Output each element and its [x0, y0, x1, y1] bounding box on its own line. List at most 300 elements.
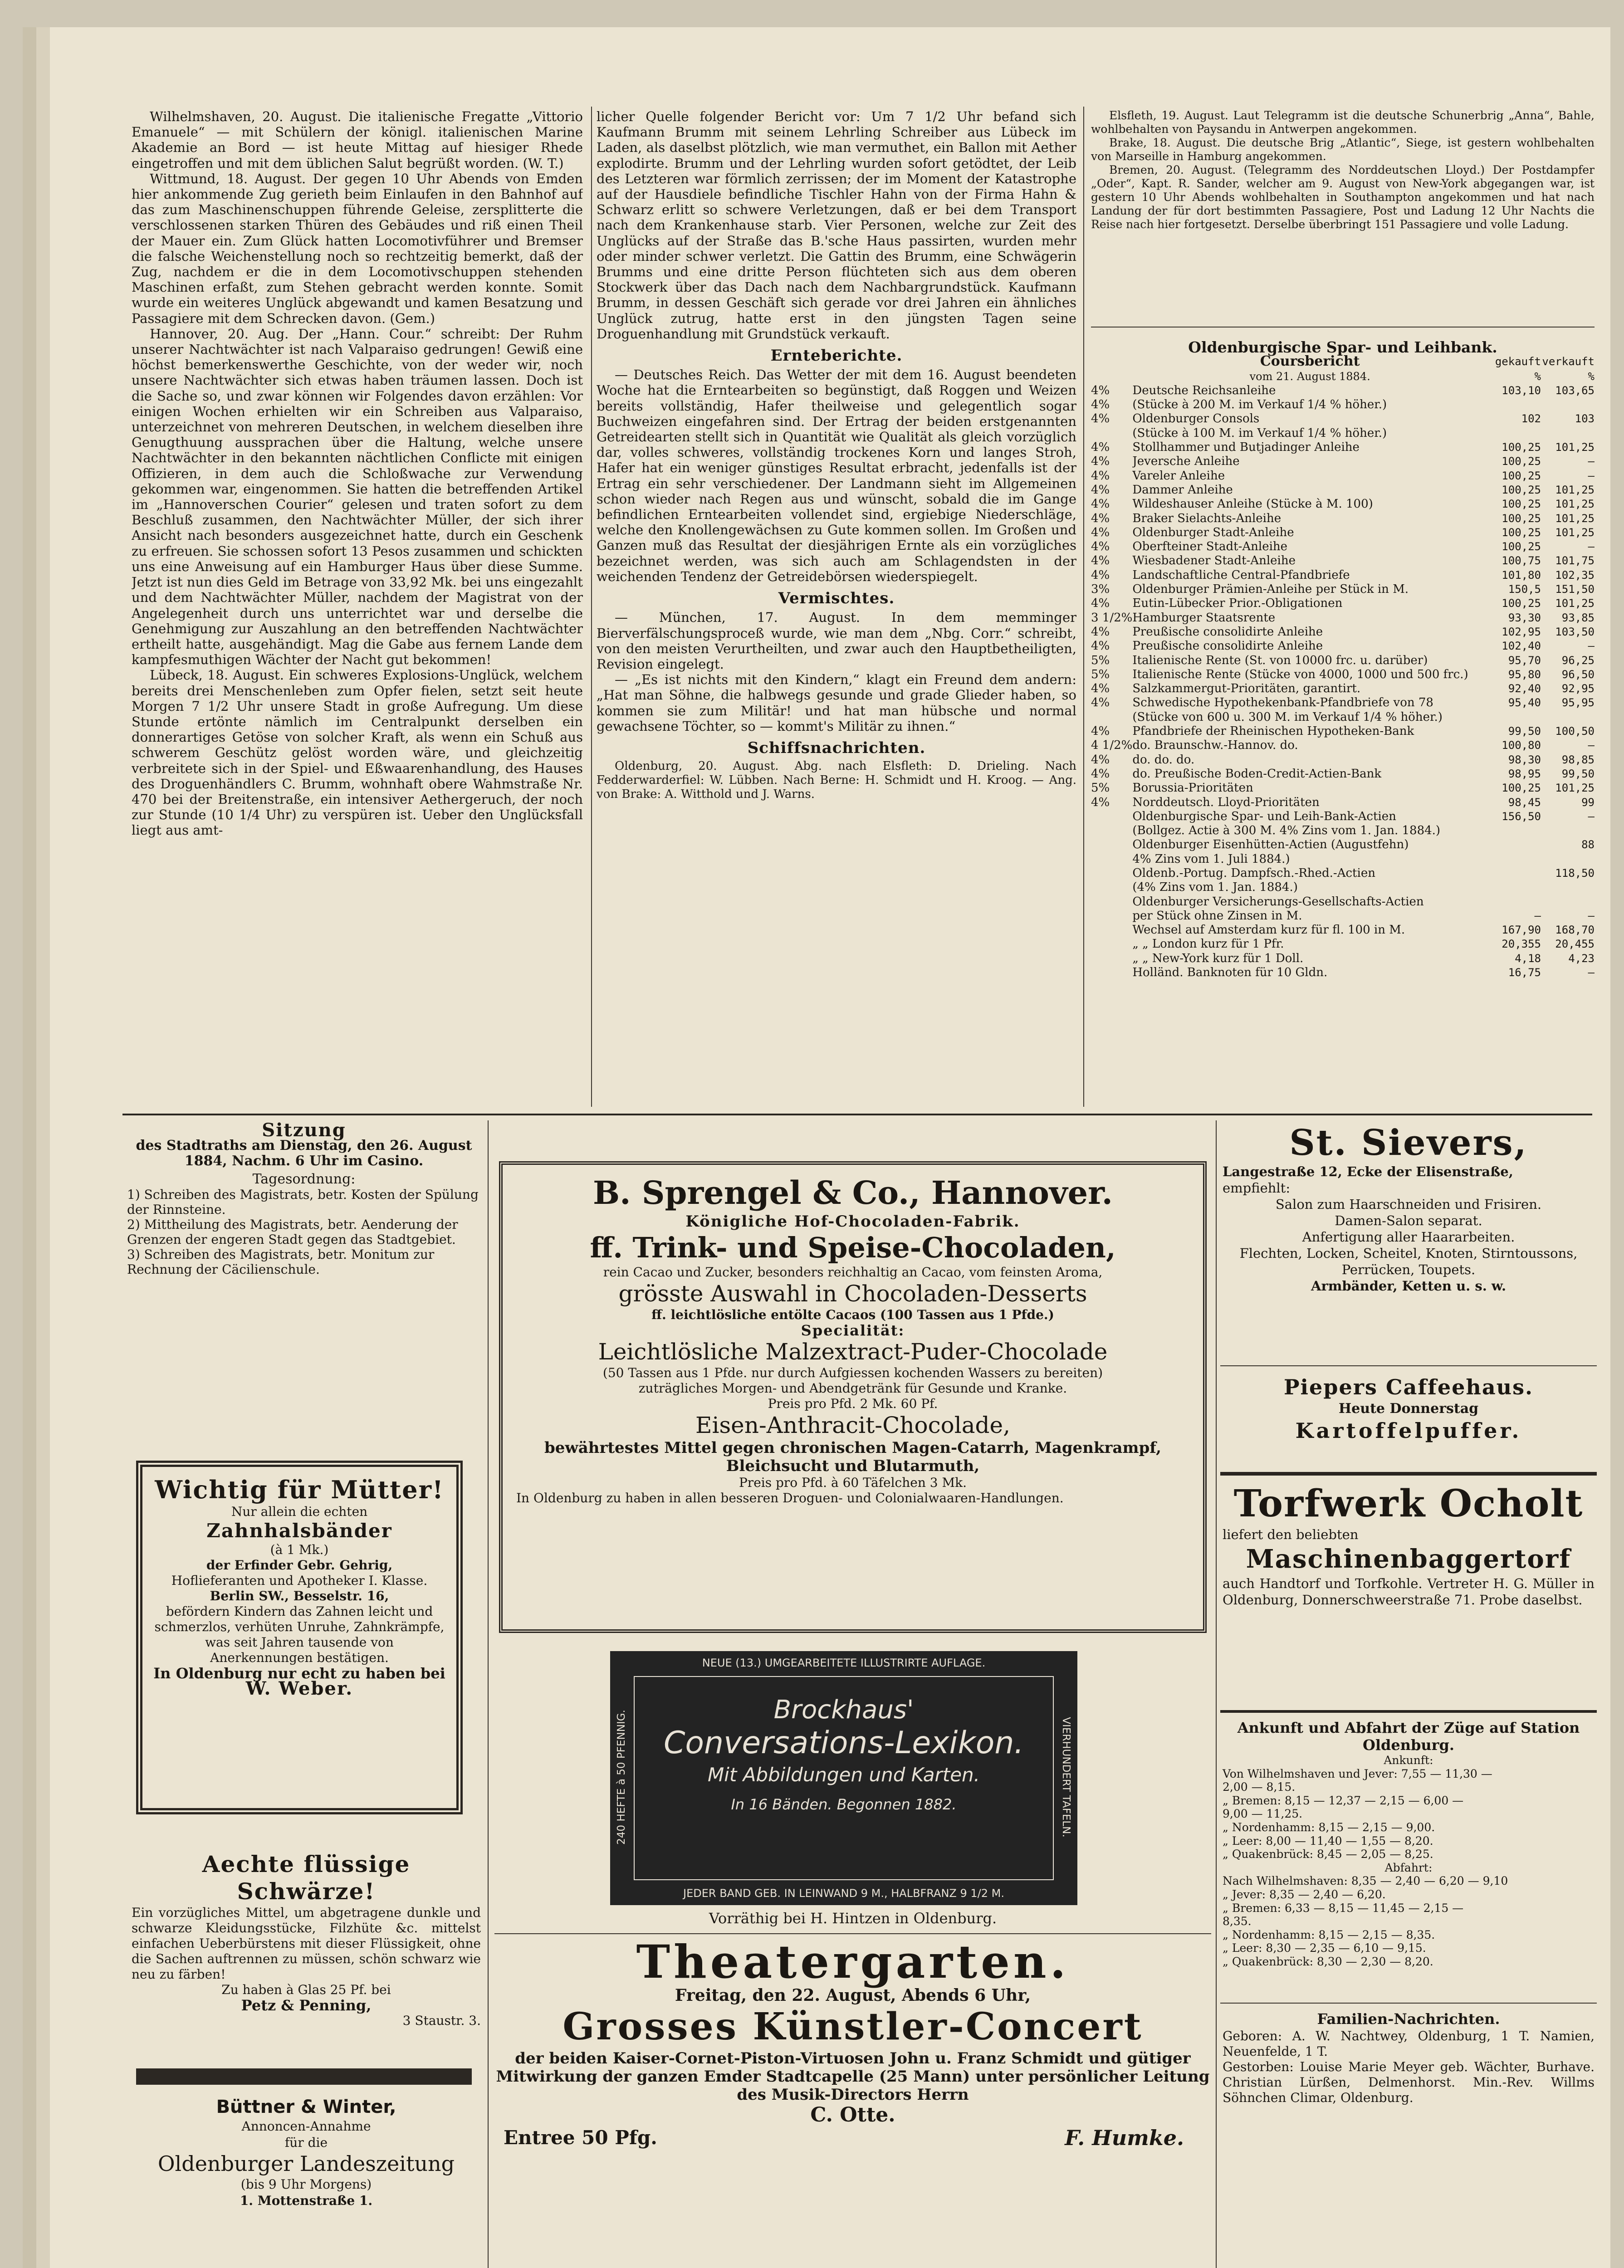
security-name: Wechsel auf Amsterdam kurz für fl. 100 in M. — [1132, 923, 1405, 937]
exchange-row — [1091, 781, 1595, 795]
security-name: (4% Zins vom 1. Jan. 1884.) — [1132, 880, 1298, 894]
price-sell: 93,85 — [1561, 611, 1595, 624]
text-column-3 — [1091, 109, 1595, 322]
schedule-row: „ Bremen: 8,15 — 12,37 — 2,15 — 6,00 — — [1223, 1794, 1464, 1807]
price-sell: 103 — [1575, 412, 1595, 425]
pct-buy: % — [1534, 370, 1541, 383]
exchange-row — [1091, 796, 1595, 810]
article-wittmund: Wittmund, 18. August. Der gegen 10 Uhr Abends von Emden hier ankommende Zug gerieth beim Einlaufen in den Bahnhof auf das zum Maschinenschuppen führende Geleise, zersplitterte die verschlossenen starken Thüren des Gebäudes und riß einen Theil der Mauer ein. Zum Glück hatten Locomotivführer und Bremser die falsche Weichenstellung noch so rechtzeitig bemerkt, daß der Zug, nachdem er die in dem Locomotivschuppen stehenden Maschinen erfaßt, zum Stehen gebracht werden konnte. Somit wurde ein weiteres Unglück abgewandt und kamen Besatzung und Passagiere mit dem Schrecken davon. (Gem.) — [132, 171, 583, 326]
ad-line: Anfertigung aller Haararbeiten. — [1302, 1229, 1515, 1245]
price-buy — [1487, 895, 1541, 909]
price-buy: 100,25 — [1502, 782, 1541, 795]
exchange-row — [1091, 426, 1595, 440]
security-name: per Stück ohne Zinsen in M. — [1132, 909, 1302, 923]
ad-price: Zu haben à Glas 25 Pf. bei — [221, 1982, 391, 1997]
exchange-row — [1091, 767, 1595, 781]
exchange-rates-table — [1091, 340, 1595, 980]
column-divider — [1083, 107, 1084, 1107]
schedule-row: „ Quakenbrück: 8,45 — 2,05 — 8,25. — [1223, 1848, 1433, 1861]
exchange-row — [1091, 639, 1595, 653]
exchange-row — [1091, 596, 1595, 611]
ad-schwaerze — [132, 1851, 481, 2028]
security-name: do. Preußische Boden-Credit-Actien-Bank — [1132, 767, 1382, 781]
exchange-row — [1091, 512, 1595, 526]
schedule-row: Von Wilhelmshaven und Jever: 7,55 — 11,30 — — [1223, 1767, 1492, 1780]
rate-coupon: 4% — [1091, 540, 1110, 554]
ad-line: Hoflieferanten und Apotheker I. Klasse. — [171, 1573, 428, 1588]
price-sell: — — [1588, 909, 1595, 922]
ad-line: Specialität: — [801, 1322, 905, 1339]
schedule-row: „ Jever: 8,35 — 2,40 — 6,20. — [1223, 1887, 1386, 1901]
ad-director: C. Otte. — [810, 2103, 895, 2126]
exchange-row — [1091, 625, 1595, 639]
ad-title: Conversations-Lexikon. — [663, 1725, 1024, 1761]
rate-coupon: 4 1/2% — [1091, 738, 1133, 753]
price-buy: 100,25 — [1502, 526, 1541, 539]
price-buy: — — [1534, 909, 1541, 922]
security-name: Oldenburger Versicherungs-Gesellschafts-Actien — [1132, 894, 1424, 909]
price-sell — [1541, 880, 1595, 894]
ad-line: bewährtestes Mittel gegen chronischen Magen-Catarrh, Magenkrampf, Bleichsucht und Blutarmuth, — [544, 1439, 1161, 1475]
rate-coupon — [1091, 838, 1132, 852]
ad-maker: der Erfinder Gebr. Gehrig, — [206, 1558, 393, 1573]
price-sell: 101,25 — [1555, 512, 1595, 525]
schedule-row: „ Quakenbrück: 8,30 — 2,30 — 8,20. — [1223, 1955, 1433, 1968]
price-buy: 156,50 — [1502, 810, 1541, 823]
sitzung-agenda-heading: Tagesordnung: — [252, 1171, 356, 1187]
price-sell: 118,50 — [1555, 866, 1595, 880]
price-buy — [1487, 398, 1541, 412]
security-name: do. Braunschw.-Hannov. do. — [1132, 738, 1298, 753]
rate-coupon: 4% — [1091, 625, 1110, 639]
price-buy — [1487, 710, 1541, 724]
rate-coupon: 4% — [1091, 383, 1110, 397]
ad-line: (50 Tassen aus 1 Pfde. nur durch Aufgiessen kochenden Wassers zu bereiten) — [602, 1365, 1103, 1380]
schedule-row: 8,35. — [1223, 1915, 1252, 1928]
ad-line: empfiehlt: — [1223, 1180, 1291, 1196]
ad-sievers — [1223, 1123, 1595, 1294]
price-sell: 102,35 — [1555, 568, 1595, 582]
schedule-row: Nach Wilhelmshaven: 8,35 — 2,40 — 6,20 — 9,10 — [1223, 1874, 1508, 1888]
ad-product: Maschinenbaggertorf — [1246, 1544, 1571, 1574]
price-buy: 100,25 — [1502, 597, 1541, 610]
exchange-row — [1091, 753, 1595, 767]
rate-coupon — [1091, 909, 1132, 923]
security-name: Holländ. Banknoten für 10 Gldn. — [1132, 966, 1328, 980]
price-buy: 99,50 — [1508, 725, 1541, 738]
ad-line: Damen-Salon separat. — [1335, 1213, 1482, 1228]
ad-divider — [1220, 2003, 1597, 2004]
header-buy: gekauft — [1495, 355, 1541, 368]
price-sell: 103,50 — [1555, 625, 1595, 638]
price-buy: 16,75 — [1508, 966, 1541, 979]
security-name: Hamburger Staatsrente — [1132, 611, 1276, 625]
ad-piepers — [1223, 1374, 1595, 1443]
ad-title: Wichtig für Mütter! — [155, 1475, 444, 1504]
price-buy: 98,45 — [1508, 796, 1541, 809]
exchange-row — [1091, 880, 1595, 894]
ad-seller: Petz & Penning, — [241, 1997, 372, 2014]
rate-coupon: 4% — [1091, 753, 1110, 767]
security-name: Stollhammer und Butjadinger Anleihe — [1132, 440, 1360, 455]
ad-address: 1. Mottenstraße 1. — [240, 2193, 373, 2208]
article-luebeck-continued: licher Quelle folgender Bericht vor: Um 7 1/2 Uhr befand sich Kaufmann Brumm mit seinem Lehrling Schreiber aus Lübeck im Laden, als daselbst plötzlich, wie man vermuthet, ein Ballon mit Aether explodirte. Brumm und der Lehrling wurden sofort getödtet, der Leib des Letzteren war förmlich zerrissen; der im Moment der Katastrophe auf der Hausdiele befindliche Tischler Hahn von der Firma Hahn & Schwarz erlitt so schwere Verletzungen, daß er bei dem Transport nach dem Krankenhause starb. Vier Personen, welche zur Zeit des Unglücks auf der Straße das B.'sche Haus passirten, wurden mehr oder minder schwer verletzt. Die Gattin des Brumm, eine Schwägerin Brumms und eine dritte Person flüchteten sich aus dem oberen Stockwerk über das Dach nach dem Nachbargrundstück. Kaufmann Brumm, in dessen Geschäft sich gerade vor drei Jahren ein ähnliches Unglück zutrug, hatte erst in den jüngsten Tagen seine Droguenhandlung mit Grundstück verkauft. — [597, 109, 1076, 342]
pct-sell: % — [1588, 370, 1595, 383]
security-name: Italienische Rente (St. von 10000 frc. u. darüber) — [1132, 653, 1428, 667]
price-buy: 101,80 — [1502, 568, 1541, 582]
security-name: Oldenburger Eisenhütten-Actien (Augustfehn) — [1132, 838, 1409, 852]
ad-line: 240 HEFTE à 50 PFENNIG. — [616, 1710, 627, 1845]
article-muenchen: — München, 17. August. In dem memminger Bierverfälschungsproceß wurde, wie man dem „Nbg. Corr.“ schreibt, von den meisten Verurtheilten, und zwar auch den Hauptbetheiligten, Revision eingelegt. — [597, 610, 1076, 672]
ad-line: Mit Abbildungen und Karten. — [707, 1764, 980, 1786]
article-elsfleth: Elsfleth, 19. August. Laut Telegramm ist die deutsche Schunerbrig „Anna“, Bahle, wohlbehalten von Paysandu in Antwerpen angekommen. — [1091, 109, 1595, 136]
price-buy: 100,80 — [1502, 739, 1541, 752]
price-sell: 101,25 — [1555, 782, 1595, 795]
price-buy: 98,95 — [1508, 767, 1541, 780]
price-buy: 95,70 — [1508, 654, 1541, 667]
price-sell: 99,50 — [1561, 767, 1595, 780]
report-date: vom 21. August 1884. — [1249, 370, 1370, 383]
rate-coupon: 4% — [1091, 455, 1110, 469]
price-buy: 150,5 — [1508, 583, 1541, 596]
exchange-row — [1091, 412, 1595, 426]
price-sell — [1541, 824, 1595, 838]
sitzung-notice — [127, 1119, 481, 1277]
ad-line: ff. Trink- und Speise-Chocoladen, — [590, 1231, 1116, 1264]
header-sell: verkauft — [1542, 355, 1595, 368]
rate-coupon: 4% — [1091, 412, 1110, 426]
price-sell: — — [1588, 455, 1595, 468]
ad-body: befördern Kindern das Zahnen leicht und schmerzlos, verhüten Unruhe, Zahnkrämpfe, was seit Jahren tausende von Anerkennungen bestätigen. — [154, 1604, 445, 1665]
schedule-title: Ankunft und Abfahrt der Züge auf Station Oldenburg. — [1237, 1719, 1580, 1754]
rate-coupon: 3% — [1091, 582, 1110, 596]
schedule-departure-heading: Abfahrt: — [1384, 1861, 1433, 1874]
exchange-row — [1091, 724, 1595, 738]
rate-coupon: 4% — [1091, 795, 1110, 809]
security-name: (Stücke à 200 M. im Verkauf 1/4 % höher.) — [1132, 398, 1387, 412]
ad-headline: Grosses Künstler-Concert — [563, 2005, 1143, 2048]
ad-zahnhalsbaender — [136, 1461, 463, 1814]
rate-coupon — [1091, 810, 1132, 824]
price-buy: 20,355 — [1502, 938, 1541, 951]
exchange-row — [1091, 582, 1595, 596]
article-brake: Brake, 18. August. Die deutsche Brig „Atlantic“, Siege, ist gestern wohlbehalten von Marseille in Hamburg angekommen. — [1091, 136, 1595, 163]
security-name: Oldenburger Consols — [1132, 412, 1260, 426]
price-buy: 100,75 — [1502, 554, 1541, 567]
column-divider — [591, 107, 592, 1107]
family-title: Familien-Nachrichten. — [1317, 2010, 1500, 2028]
rate-coupon — [1091, 923, 1132, 937]
ad-price: Preis pro Pfd. 2 Mk. 60 Pf. — [768, 1396, 938, 1411]
price-buy — [1487, 838, 1541, 852]
price-sell: 4,23 — [1568, 952, 1595, 965]
rate-coupon — [1091, 710, 1132, 724]
exchange-row — [1091, 738, 1595, 753]
ad-title: Torfwerk Ocholt — [1233, 1482, 1584, 1525]
security-name: Eutin-Lübecker Prior.-Obligationen — [1132, 596, 1343, 611]
exchange-row — [1091, 384, 1595, 398]
price-sell: 92,95 — [1561, 682, 1595, 695]
price-buy — [1487, 824, 1541, 838]
exchange-row — [1091, 668, 1595, 682]
ad-body: der beiden Kaiser-Cornet-Piston-Virtuosen John u. Franz Schmidt und gütiger Mitwirkung der ganzen Emder Stadtcapelle (25 Mann) unter persönlicher Leitung des Musik-Directors Herrn — [496, 2049, 1210, 2104]
exchange-row — [1091, 696, 1595, 710]
price-sell: 101,25 — [1555, 483, 1595, 496]
security-name: „ „ New-York kurz für 1 Doll. — [1132, 951, 1304, 965]
report-title: Coursbericht — [1260, 354, 1360, 370]
ad-brockhaus — [610, 1651, 1077, 1905]
exchange-row — [1091, 455, 1595, 469]
ad-buettner-winter — [132, 2096, 481, 2209]
ad-line: Salon zum Haarschneiden und Frisiren. — [1275, 1197, 1542, 1212]
price-buy: 100,25 — [1502, 483, 1541, 496]
price-buy: 98,30 — [1508, 753, 1541, 766]
ad-title: Büttner & Winter, — [216, 2097, 396, 2117]
price-buy: 93,30 — [1508, 611, 1541, 624]
ad-address: 3 Staustr. 3. — [402, 2013, 481, 2028]
ad-line: zuträgliches Morgen- und Abendgetränk für Gesunde und Kranke. — [638, 1381, 1067, 1396]
price-buy — [1487, 866, 1541, 880]
rate-coupon: 3 1/2% — [1091, 611, 1133, 625]
price-sell: 96,50 — [1561, 668, 1595, 681]
ad-divider — [1220, 1365, 1597, 1366]
ad-seller: W. Weber. — [245, 1678, 353, 1699]
security-name: Jeversche Anleihe — [1132, 455, 1240, 469]
ad-line: Annoncen-Annahme — [241, 2119, 371, 2134]
security-name: Schwedische Hypothekenbank-Pfandbriefe von 78 — [1132, 696, 1433, 710]
price-buy: 100,25 — [1502, 455, 1541, 468]
security-name: 4% Zins vom 1. Juli 1884.) — [1132, 852, 1290, 866]
price-sell: 98,85 — [1561, 753, 1595, 766]
heading-schiffsnachrichten: Schiffsnachrichten. — [747, 738, 926, 757]
rate-coupon: 4% — [1091, 440, 1110, 455]
bank-title: Oldenburgische Spar- und Leihbank. — [1188, 338, 1497, 356]
ad-sprengel — [499, 1161, 1207, 1633]
price-sell: 100,50 — [1555, 725, 1595, 738]
schedule-row: „ Nordenhamm: 8,15 — 2,15 — 8,35. — [1223, 1928, 1435, 1941]
price-buy: 100,25 — [1502, 512, 1541, 525]
exchange-row — [1091, 895, 1595, 909]
ad-address: Berlin SW., Besselstr. 16, — [210, 1589, 389, 1603]
security-name: (Stücke von 600 u. 300 M. im Verkauf 1/4 % höher.) — [1132, 710, 1443, 724]
ad-divider — [1220, 1472, 1597, 1476]
exchange-row — [1091, 483, 1595, 497]
security-name: Borussia-Prioritäten — [1132, 781, 1253, 795]
ad-signature: F. Humke. — [1065, 2126, 1184, 2150]
exchange-row — [1091, 710, 1595, 724]
rate-coupon — [1091, 426, 1132, 440]
rate-coupon: 5% — [1091, 653, 1110, 667]
ad-line: Heute Donnerstag — [1338, 1401, 1479, 1417]
rate-coupon — [1091, 966, 1132, 980]
article-schiff-oldenburg: Oldenburg, 20. August. Abg. nach Elsfleth: D. Drieling. Nach Fedderwarderfiel: W. Lübben. Nach Berne: H. Schmidt und H. Kroog. — Ang. von Brake: A. Witthold und J. Warns. — [597, 759, 1076, 802]
article-kinder: — „Es ist nichts mit den Kindern,“ klagt ein Freund dem andern: „Hat man Söhne, die halbwegs gesunde und grade Glieder haben, so kommen sie zum Militär! und hat man hübsche und normal gewachsene Töchter, so — kommt's Militär zu ihnen.“ — [597, 672, 1076, 734]
ad-product: Zahnhalsbänder — [206, 1520, 392, 1542]
exchange-row — [1091, 568, 1595, 582]
price-buy: 103,10 — [1502, 384, 1541, 397]
ad-line: Vorräthig bei H. Hintzen in Oldenburg. — [709, 1910, 997, 1927]
rate-coupon: 4% — [1091, 767, 1110, 781]
exchange-row — [1091, 398, 1595, 412]
article-wilhelmshaven: Wilhelmshaven, 20. August. Die italienische Fregatte „Vittorio Emanuele“ — mit Schülern der königl. italienischen Marine Akademie an Bord — ist heute Mittag auf hiesiger Rhede eingetroffen und mit dem üblichen Salut begrüßt worden. (W. T.) — [132, 109, 583, 171]
column-divider — [1216, 1120, 1217, 2268]
column-divider — [488, 1120, 489, 2268]
security-name: Salzkammergut-Prioritäten, garantirt. — [1132, 682, 1361, 696]
ad-title: Theatergarten. — [636, 1935, 1070, 1989]
rate-coupon: 4% — [1091, 696, 1110, 710]
rate-coupon: 4% — [1091, 525, 1110, 539]
ad-line: rein Cacao und Zucker, besonders reichhaltig an Cacao, vom feinsten Aroma, — [603, 1265, 1103, 1280]
price-sell: — — [1588, 540, 1595, 553]
security-name: Wildeshauser Anleihe (Stücke à M. 100) — [1132, 497, 1373, 511]
price-sell: 101,75 — [1555, 554, 1595, 567]
ad-line: Eisen-Anthracit-Chocolade, — [695, 1412, 1011, 1438]
ad-torfwerk — [1223, 1481, 1595, 1608]
exchange-row — [1091, 810, 1595, 824]
ad-address: Langestraße 12, Ecke der Elisenstraße, — [1223, 1164, 1513, 1179]
price-sell: 103,65 — [1555, 384, 1595, 397]
ad-line: VIERHUNDERT TAFELN. — [1060, 1717, 1072, 1838]
train-schedule — [1223, 1719, 1595, 1969]
ad-line: NEUE (13.) UMGEARBEITETE ILLUSTRIRTE AUFLAGE. — [702, 1657, 986, 1669]
brockhaus-available — [499, 1910, 1207, 1927]
schedule-row: „ Bremen: 6,33 — 8,15 — 11,45 — 2,15 — — [1223, 1901, 1464, 1915]
price-sell: 101,25 — [1555, 597, 1595, 610]
family-deaths: Gestorben: Louise Marie Meyer geb. Wächter, Burhave. Christian Lürßen, Delmenhorst. Min.-Rev. Willms Söhnchen Climar, Oldenburg. — [1223, 2059, 1595, 2105]
price-sell: 101,25 — [1555, 526, 1595, 539]
price-buy: 92,40 — [1508, 682, 1541, 695]
price-buy: 95,40 — [1508, 696, 1541, 709]
exchange-row — [1091, 526, 1595, 540]
security-name: Pfandbriefe der Rheinischen Hypotheken-Bank — [1132, 724, 1414, 738]
exchange-row — [1091, 909, 1595, 923]
security-name: Preußische consolidirte Anleihe — [1132, 625, 1323, 639]
agenda-item: 2) Mittheilung des Magistrats, betr. Aenderung der Grenzen der engeren Stadt gegen das Stadtgebiet. — [127, 1217, 458, 1247]
price-buy: 100,25 — [1502, 540, 1541, 553]
exchange-row — [1091, 866, 1595, 880]
security-name: (Stücke à 100 M. im Verkauf 1/4 % höher.) — [1132, 426, 1387, 440]
security-name: do. do. do. — [1132, 753, 1195, 767]
ad-divider — [136, 2068, 472, 2085]
price-buy: 167,90 — [1502, 924, 1541, 937]
exchange-row — [1091, 966, 1595, 980]
rate-coupon: 4% — [1091, 639, 1110, 653]
rate-coupon — [1091, 895, 1132, 909]
exchange-row — [1091, 824, 1595, 838]
section-divider — [122, 1114, 1592, 1115]
heading-vermischtes: Vermischtes. — [778, 589, 895, 608]
security-name: Wiesbadener Stadt-Anleihe — [1132, 554, 1296, 568]
agenda-item: 3) Schreiben des Magistrats, betr. Monitum zur Rechnung der Cäcilienschule. — [127, 1247, 435, 1277]
family-notices — [1223, 2009, 1595, 2106]
agenda-item: 1) Schreiben des Magistrats, betr. Kosten der Spülung der Rinnsteine. — [127, 1187, 479, 1217]
price-sell: 151,50 — [1555, 583, 1595, 596]
rate-coupon: 4% — [1091, 469, 1110, 483]
price-buy: 100,25 — [1502, 498, 1541, 511]
rate-coupon: 4% — [1091, 724, 1110, 738]
ad-title: Aechte flüssige Schwärze! — [202, 1851, 411, 1905]
price-sell: 101,25 — [1555, 498, 1595, 511]
ad-line: Königliche Hof-Chocoladen-Fabrik. — [685, 1212, 1020, 1231]
security-name: Norddeutsch. Lloyd-Prioritäten — [1132, 795, 1320, 809]
price-sell — [1541, 852, 1595, 866]
exchange-row — [1091, 682, 1595, 696]
security-name: Oberfteiner Stadt-Anleihe — [1132, 540, 1288, 554]
rate-coupon — [1091, 852, 1132, 866]
rate-coupon — [1091, 937, 1132, 951]
rate-coupon: 4% — [1091, 398, 1110, 412]
rate-coupon: 4% — [1091, 483, 1110, 497]
price-sell: — — [1588, 966, 1595, 979]
rate-coupon: 4% — [1091, 554, 1110, 568]
rate-coupon: 4% — [1091, 568, 1110, 582]
price-sell: — — [1588, 739, 1595, 752]
exchange-row — [1091, 852, 1595, 866]
ad-theatergarten — [494, 1935, 1211, 2150]
schedule-row: 2,00 — 8,15. — [1223, 1780, 1296, 1794]
article-bremen: Bremen, 20. August. (Telegramm des Norddeutschen Lloyd.) Der Postdampfer „Oder“, Kapt. R. Sander, welcher am 9. August von New-York abgegangen war, ist gestern 10 Uhr Abends wohlbehalten in Southampton angekommen und hat nach Landung der für dort bestimmten Passagiere, Post und Ladung 12 Uhr Nachts die Reise nach hier fortgesetzt. Derselbe überbringt 151 Passagiere und volle Ladung. — [1091, 163, 1595, 231]
security-name: Italienische Rente (Stücke von 4000, 1000 und 500 frc.) — [1132, 667, 1468, 681]
ad-divider — [1220, 1710, 1597, 1713]
security-name: Oldenburger Prämien-Anleihe per Stück in M. — [1132, 582, 1409, 596]
price-sell: — — [1588, 640, 1595, 653]
ad-line: (bis 9 Uhr Morgens) — [240, 2177, 372, 2192]
text-column-2 — [597, 109, 1076, 1107]
schedule-row: „ Leer: 8,30 — 2,35 — 6,10 — 9,15. — [1223, 1941, 1426, 1955]
rate-coupon — [1091, 824, 1132, 838]
schedule-row: 9,00 — 11,25. — [1223, 1807, 1303, 1821]
ad-date: Freitag, den 22. August, Abends 6 Uhr, — [675, 1986, 1031, 2005]
price-sell: — — [1588, 469, 1595, 482]
price-sell — [1541, 895, 1595, 909]
exchange-row — [1091, 554, 1595, 568]
ad-line: Flechten, Locken, Scheitel, Knoten, Stirntoussons, Perrücken, Toupets. — [1239, 1246, 1578, 1277]
security-name: Deutsche Reichsanleihe — [1132, 383, 1276, 397]
ad-line: Leichtlösliche Malzextract-Puder-Chocolade — [598, 1339, 1108, 1365]
family-births: Geboren: A. W. Nachtwey, Oldenburg, 1 T. Namien, Neuenfelde, 1 T. — [1223, 2028, 1595, 2059]
price-buy: 102,40 — [1502, 640, 1541, 653]
security-name: Braker Sielachts-Anleihe — [1132, 511, 1282, 525]
security-name: Oldenb.-Portug. Dampfsch.-Rhed.-Actien — [1132, 866, 1375, 880]
price-sell: 168,70 — [1555, 924, 1595, 937]
ad-line: Armbänder, Ketten u. s. w. — [1311, 1278, 1507, 1294]
rate-coupon: 4% — [1091, 497, 1110, 511]
ad-line: Nur allein die echten — [231, 1504, 368, 1519]
price-buy: 95,80 — [1508, 668, 1541, 681]
ad-line: grösste Auswahl in Chocoladen-Desserts — [618, 1281, 1087, 1307]
price-sell: 95,95 — [1561, 696, 1595, 709]
ad-line: JEDER BAND GEB. IN LEINWAND 9 M., HALBFRANZ 9 1/2 M. — [683, 1887, 1004, 1900]
security-name: Oldenburgische Spar- und Leih-Bank-Actien — [1132, 809, 1396, 823]
security-name: (Bollgez. Actie à 300 M. 4% Zins vom 1. Jan. 1884.) — [1132, 824, 1441, 838]
price-sell: 88 — [1581, 838, 1595, 851]
rate-coupon: 4% — [1091, 596, 1110, 611]
price-sell — [1541, 398, 1595, 412]
exchange-row — [1091, 838, 1595, 852]
price-buy — [1487, 880, 1541, 894]
ad-title: Brockhaus' — [773, 1695, 914, 1725]
security-name: Preußische consolidirte Anleihe — [1132, 639, 1323, 653]
ad-line: Kartoffelpuffer. — [1295, 1418, 1522, 1443]
article-luebeck: Lübeck, 18. August. Ein schweres Explosions-Unglück, welchem bereits drei Menschenleben zum Opfer fielen, setzt seit heute Morgen 7 1/2 Uhr unsere Stadt in große Aufregung. Um diese Stunde ertönte nämlich im Centralpunkt derselben ein donnerartiges Getöse von solcher Kraft, als wenn ein Schuß aus schwerem Geschütz gelöst worden wäre, und gleichzeitig verbreitete sich in der Spiel- und Eßwaarenhandlung, des Hauses des Droguenhändlers C. Brumm, wohnhaft obere Wahmstraße Nr. 470 bei der Breitenstraße, ein intensiver Aethergeruch, der noch zur Stunde (10 1/4 Uhr) zu verspüren ist. Ueber den Unglücksfall liegt aus amt- — [132, 667, 583, 838]
ad-line: In Oldenburg zu haben in allen besseren Droguen- und Colonialwaaren-Handlungen. — [516, 1491, 1064, 1505]
security-name: Landschaftliche Central-Pfandbriefe — [1132, 568, 1350, 582]
exchange-row — [1091, 540, 1595, 554]
price-buy — [1487, 426, 1541, 440]
ad-divider — [494, 1933, 1211, 1934]
security-name: „ „ London kurz für 1 Pfr. — [1132, 937, 1284, 951]
sitzung-title: Sitzung — [262, 1119, 346, 1141]
